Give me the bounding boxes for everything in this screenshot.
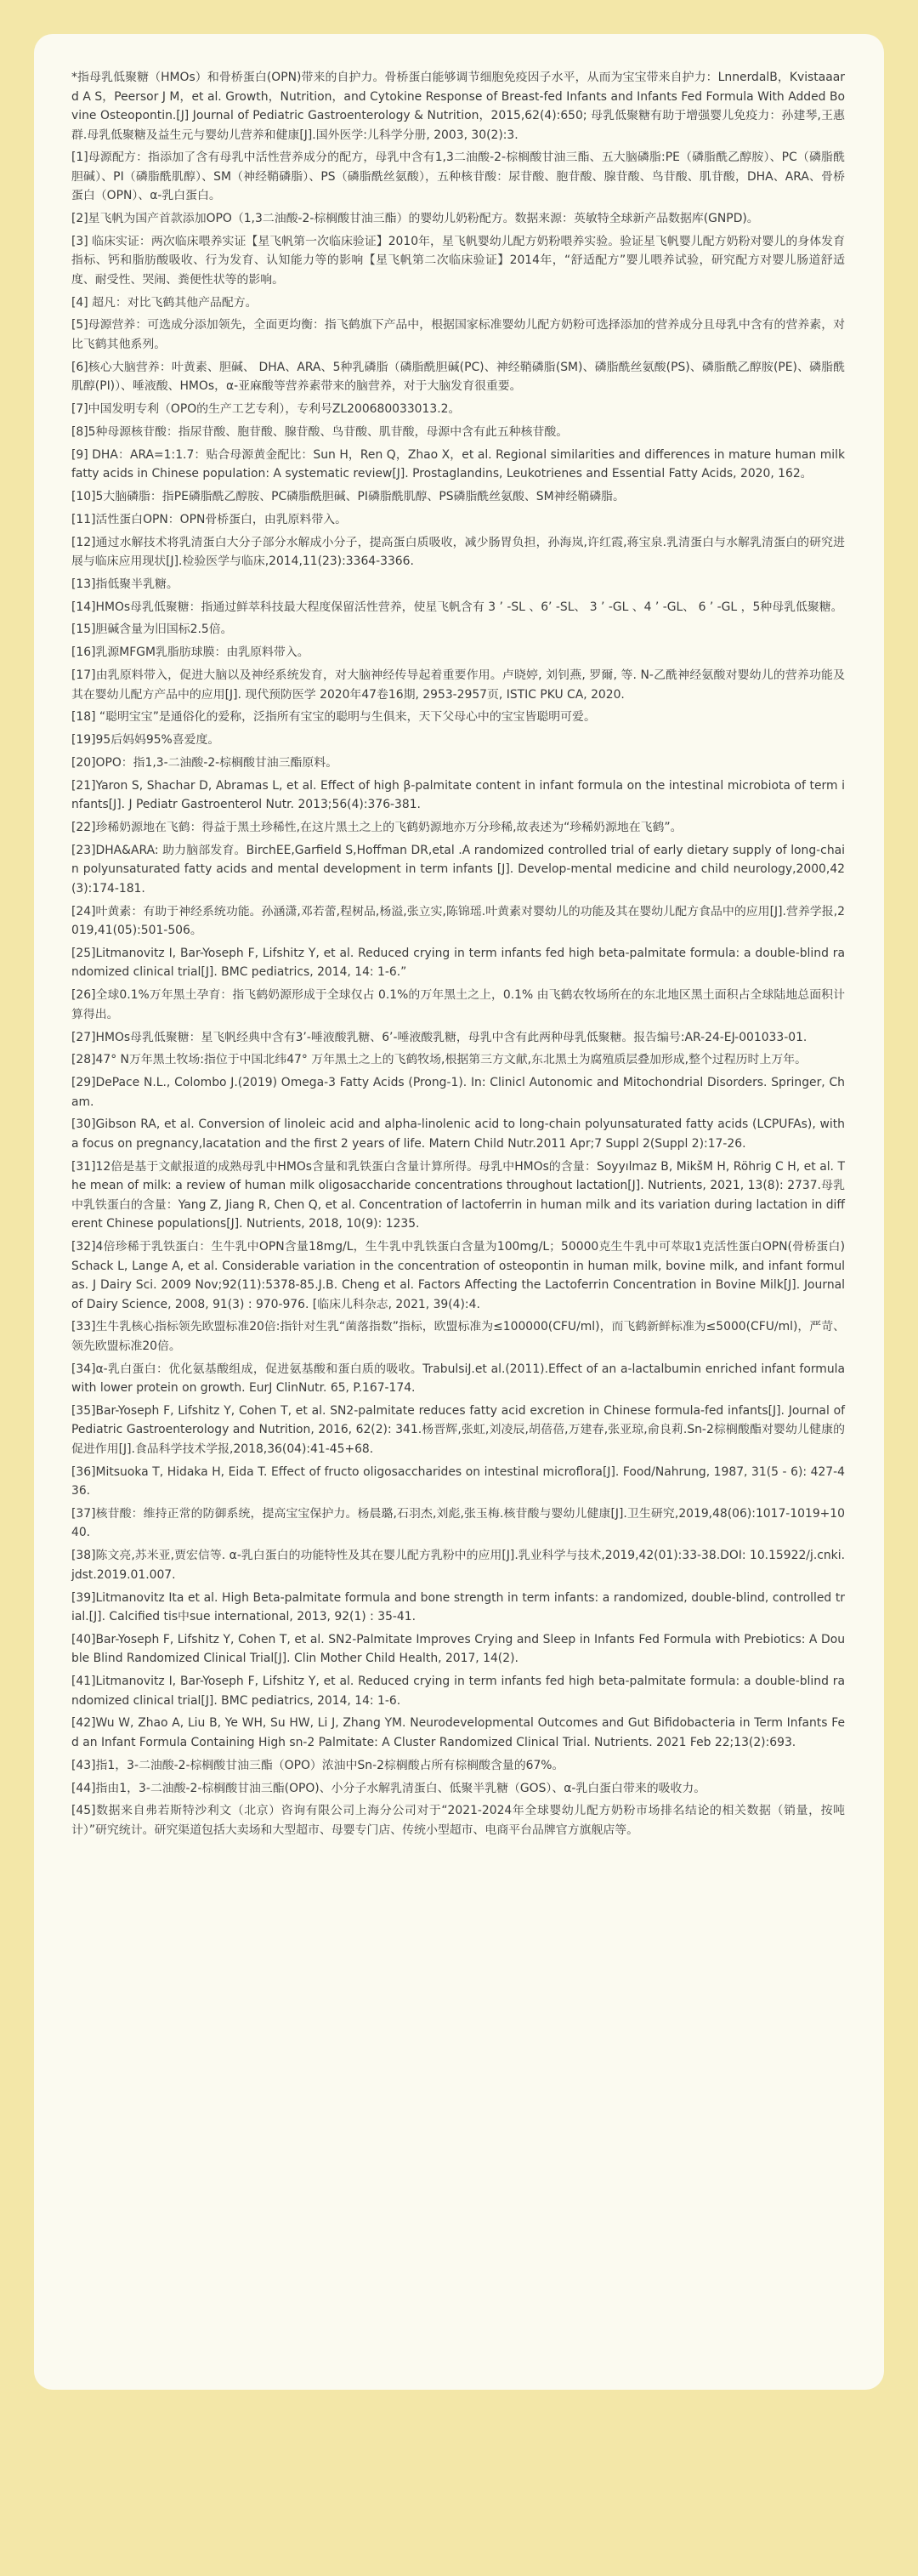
reference-item: [41]Litmanovitz I, Bar-Yoseph F, Lifshitz Y, et al. Reduced crying in term infants fed high beta-palmitate formula: a double-blind randomized clinical trial[J]. BMC pediatrics, 2014, 14: 1-6.: [71, 1675, 845, 1708]
reference-item: [8]5种母源核苷酸：指尿苷酸、胞苷酸、腺苷酸、鸟苷酸、肌苷酸，母源中含有此五种核苷酸。: [71, 424, 569, 439]
reference-item: [29]DePace N.L., Colombo J.(2019) Omega-3 Fatty Acids (Prong-1). In: Clinicl Autonomic and Mitochondrial Disorders. Springer, Cham.: [71, 1076, 845, 1109]
reference-item: [17]由乳原料带入，促进大脑以及神经系统发育，对大脑神经传导起着重要作用。卢晓婷, 刘钊燕, 罗爾, 等. N-乙酰神经氨酸对婴幼儿的营养功能及其在婴幼儿配方产品中的应用[J]. 现代预防医学 2020年47卷16期, 2953-2957页, ISTIC PKU CA, 2020.: [71, 668, 845, 702]
reference-item: [23]DHA&ARA: 助力脑部发育。BirchEE,Garfield S,Hoffman DR,etal .A randomized controlled trial of early dietary supply of long-chain polyunsaturated fatty acids and mental development in term infants [J]. Develop-mental medicine and child neurology,2000,42(3):174-181.: [71, 843, 845, 896]
reference-item: [9] DHA：ARA=1:1.7：贴合母源黄金配比：Sun H，Ren Q，Zhao X，et al. Regional similarities and differences in mature human milk fatty acids in Chinese population: A systematic review[J]. Prostaglandins, Leukotrienes and Essential Fatty Acids, 2020, 162。: [71, 447, 845, 481]
reference-item: [37]核苷酸：维持正常的防御系统，提高宝宝保护力。杨晨璐,石羽杰,刘彪,张玉梅.核苷酸与婴幼儿健康[J].卫生研究,2019,48(06):1017-1019+1040.: [71, 1506, 845, 1540]
reference-item: [30]Gibson RA, et al. Conversion of linoleic acid and alpha-linolenic acid to long-chain polyunsaturated fatty acids (LCPUFAs), with a focus on pregnancy,lacatation and the first 2 years of life. Matern Child Nutr.2011 Apr;7 Suppl 2(Suppl 2):17-26.: [71, 1117, 845, 1151]
reference-item: [36]Mitsuoka T, Hidaka H, Eida T. Effect of fructo oligosaccharides on intestinal microflora[J]. Food/Nahrung, 1987, 31(5 - 6): 427-436.: [71, 1464, 845, 1498]
reference-item: [15]胆碱含量为旧国标2.5倍。: [71, 623, 233, 637]
reference-item: [31]12倍是基于文献报道的成熟母乳中HMOs含量和乳铁蛋白含量计算所得。母乳中HMOs的含量：Soyyılmaz B, MikšM H, Röhrig C H, et al. The mean of milk: a review of human milk oligosaccharide concentrations throughout lactation[J]. Nutrients, 2021, 13(8): 2737.母乳中乳铁蛋白的含量：Yang Z, Jiang R, Chen Q, et al. Concentration of lactoferrin in human milk and its variation during lactation in different Chinese populations[J]. Nutrients, 2018, 10(9): 1235.: [71, 1159, 845, 1231]
reference-item: *指母乳低聚糖（HMOs）和骨桥蛋白(OPN)带来的自护力。骨桥蛋白能够调节细胞免疫因子水平，从而为宝宝带来自护力：LnnerdalB，Kvistaaard A S，Peersor J M，et al. Growth，Nutrition，and Cytokine Response of Breast-fed Infants and Infants Fed Formula With Added Bovine Osteopontin.[J] Journal of Pediatric Gastroenterology & Nutrition，2015,62(4):650; 母乳低聚糖有助于增强婴儿免疫力：孙建琴,王惠群.母乳低聚糖及益生元与婴幼儿营养和健康[J].国外医学:儿科学分册, 2003, 30(2):3.: [71, 71, 845, 142]
reference-item: [16]乳源MFGM乳脂肪球膜：由乳原料带入。: [71, 645, 309, 660]
reference-item: [24]叶黄素：有助于神经系统功能。孙涵潇,邓若蕾,程树品,杨溢,张立实,陈锦瑶.叶黄素对婴幼儿的功能及其在婴幼儿配方食品中的应用[J].营养学报,2019,41(05):501-506。: [71, 904, 845, 938]
reference-list: [71, 68, 845, 1840]
reference-item: [6]核心大脑营养：叶黄素、胆碱、 DHA、ARA、5种乳磷脂（磷脂酰胆碱(PC)、神经鞘磷脂(SM)、磷脂酰丝氨酸(PS)、磷脂酰乙醇胺(PE)、磷脂酰肌醇(PI)）、唾液酸、HMOs，α-亚麻酸等营养素带来的脑营养，对于大脑发育很重要。: [71, 360, 845, 394]
reference-item: [42]Wu W, Zhao A, Liu B, Ye WH, Su HW, Li J, Zhang YM. Neurodevelopmental Outcomes and Gut Bifidobacteria in Term Infants Fed an Infant Formula Containing High sn-2 Palmitate: A Cluster Randomized Clinical Trial. Nutrients. 2021 Feb 22;13(2):693.: [71, 1716, 845, 1749]
reference-item: [4] 超凡：对比飞鹤其他产品配方。: [71, 295, 258, 310]
reference-item: [34]α-乳白蛋白：优化氨基酸组成，促进氨基酸和蛋白质的吸收。TrabulsiJ.et al.(2011).Effect of an a-lactalbumin enriched infant formula with lower protein on growth. EurJ ClinNutr. 65, P.167-174.: [71, 1362, 845, 1396]
reference-item: [33]生牛乳核心指标领先欧盟标准20倍:指针对生乳“菌落指数”指标，欧盟标准为≤100000(CFU/ml)，而飞鹤新鲜标准为≤5000(CFU/ml)，严苛、领先欧盟标准20倍。: [71, 1320, 845, 1353]
reference-item: [35]Bar-Yoseph F, Lifshitz Y, Cohen T, et al. SN2-palmitate reduces fatty acid excretion in Chinese formula-fed infants[J]. Journal of Pediatric Gastroenterology and Nutrition, 2016, 62(2): 341.杨晋辉,张虹,刘凌辰,胡蓓蓓,万建春,张亚琼,俞良莉.Sn-2棕榈酸酯对婴幼儿健康的促进作用[J].食品科学技术学报,2018,36(04):41-45+68.: [71, 1403, 845, 1456]
reference-item: [38]陈文亮,苏米亚,贾宏信等. α-乳白蛋白的功能特性及其在婴儿配方乳粉中的应用[J].乳业科学与技术,2019,42(01):33-38.DOI: 10.15922/j.cnki.jdst.2019.01.007.: [71, 1549, 845, 1582]
reference-item: [21]Yaron S, Shachar D, Abramas L, et al. Effect of high β-palmitate content in infant formula on the intestinal microbiota of term infants[J]. J Pediatr Gastroenterol Nutr. 2013;56(4):376-381.: [71, 778, 845, 812]
reference-item: [40]Bar-Yoseph F, Lifshitz Y, Cohen T, et al. SN2-Palmitate Improves Crying and Sleep in Infants Fed Formula with Prebiotics: A Double Blind Randomized Clinical Trial[J]. Clin Mother Child Health, 2017, 14(2).: [71, 1632, 845, 1666]
references-card: [34, 34, 884, 2390]
reference-item: [19]95后妈妈95%喜爱度。: [71, 733, 220, 748]
reference-item: [27]HMOs母乳低聚糖：星飞帆经典中含有3’-唾液酸乳糖、6’-唾液酸乳糖，母乳中含有此两种母乳低聚糖。报告编号:AR-24-EJ-001033-01.: [71, 1030, 808, 1044]
reference-item: [1]母源配方：指添加了含有母乳中活性营养成分的配方，母乳中含有1,3二油酸-2-棕榈酸甘油三酯、五大脑磷脂:PE（磷脂酰乙醇胺）、PC（磷脂酰胆碱）、PI（磷脂酰肌醇）、SM（神经鞘磷脂）、PS（磷脂酰丝氨酸），五种核苷酸：尿苷酸、胞苷酸、腺苷酸、鸟苷酸、肌苷酸，DHA、ARA、骨桥蛋白（OPN）、α-乳白蛋白。: [71, 151, 845, 203]
reference-item: [32]4倍珍稀于乳铁蛋白：生牛乳中OPN含量18mg/L，生牛乳中乳铁蛋白含量为100mg/L；50000克生牛乳中可萃取1克活性蛋白OPN(骨桥蛋白) Schack L, Lange A, et al. Considerable variation in the concentration of osteopontin in human milk, bovine milk, and infant formulas. J Dairy Sci. 2009 Nov;92(11):5378-85.J.B. Cheng et al. Factors Affecting the Lactoferrin Concentration in Bovine Milk[J]. Journal of Dairy Science, 2008, 91(3) : 970-976. [临床儿科杂志, 2021, 39(4):4.: [71, 1240, 845, 1311]
reference-item: [3] 临床实证：两次临床喂养实证【星飞帆第一次临床验证】2010年，星飞帆婴幼儿配方奶粉喂养实验。验证星飞帆婴儿配方奶粉对婴儿的身体发育指标、钙和脂肪酸吸收、行为发育、认知能力等的影响【星飞帆第二次临床验证】2014年，“舒适配方”婴儿喂养试验，研究配方对婴儿肠道舒适度、耐受性、哭闹、粪便性状等的影响。: [71, 234, 845, 287]
reference-item: [44]指由1，3-二油酸-2-棕榈酸甘油三酯(OPO)、小分子水解乳清蛋白、低聚半乳糖（GOS）、α-乳白蛋白带来的吸收力。: [71, 1781, 706, 1795]
reference-item: [28]47° N万年黑土牧场:指位于中国北纬47° 万年黑土之上的飞鹤牧场,根据第三方文献,东北黑土为腐殖质层叠加形成,整个过程历时上万年。: [71, 1053, 808, 1067]
reference-item: [18] “聪明宝宝”是通俗化的爱称，泛指所有宝宝的聪明与生俱来，天下父母心中的宝宝皆聪明可爱。: [71, 710, 596, 725]
reference-item: [7]中国发明专利（OPO的生产工艺专利），专利号ZL200680033013.2。: [71, 402, 461, 417]
reference-item: [22]珍稀奶源地在飞鹤：得益于黑土珍稀性,在这片黑土之上的飞鹤奶源地亦万分珍稀,故表述为“珍稀奶源地在飞鹤”。: [71, 821, 683, 835]
reference-item: [14]HMOs母乳低聚糖：指通过鲜萃科技最大程度保留活性营养，使星飞帆含有 3 ’ -SL 、6’ -SL、 3 ’ -GL 、4 ’ -GL、 6 ’ -GL ，5种母乳低聚糖。: [71, 600, 843, 614]
reference-item: [10]5大脑磷脂：指PE磷脂酰乙醇胺、PC磷脂酰胆碱、PI磷脂酰肌醇、PS磷脂酰丝氨酸、SM神经鞘磷脂。: [71, 489, 625, 503]
reference-item: [12]通过水解技术将乳清蛋白大分子部分水解成小分子，提高蛋白质吸收，减少肠胃负担，孙海岚,许红霞,蒋宝泉.乳清蛋白与水解乳清蛋白的研究进展与临床应用现状[J].检验医学与临床,2014,11(23):3364-3366.: [71, 535, 845, 569]
reference-item: [2]星飞帆为国产首款添加OPO（1,3二油酸-2-棕榈酸甘油三酯）的婴幼儿奶粉配方。数据来源：英敏特全球新产品数据库(GNPD)。: [71, 212, 759, 226]
reference-item: [25]Litmanovitz I, Bar-Yoseph F, Lifshitz Y, et al. Reduced crying in term infants fed high beta-palmitate formula: a double-blind randomized clinical trial[J]. BMC pediatrics, 2014, 14: 1-6.”: [71, 946, 845, 980]
reference-item: [13]指低聚半乳糖。: [71, 577, 178, 591]
reference-item: [20]OPO：指1,3-二油酸-2-棕榈酸甘油三酯原料。: [71, 755, 338, 770]
reference-item: [39]Litmanovitz Ita et al. High Beta-palmitate formula and bone strength in term infants: a randomized, double-blind, controlled trial.[J]. Calcified tis中sue international, 2013, 92(1) : 35-41.: [71, 1590, 845, 1624]
reference-item: [5]母源营养：可选成分添加领先，全面更均衡：指飞鹤旗下产品中，根据国家标准婴幼儿配方奶粉可选择添加的营养成分且母乳中含有的营养素，对比飞鹤其他系列。: [71, 318, 845, 351]
reference-item: [43]指1，3-二油酸-2-棕榈酸甘油三酯（OPO）浓油中Sn-2棕榈酸占所有棕榈酸含量的67%。: [71, 1758, 564, 1772]
reference-item: [26]全球0.1%万年黑土孕育：指飞鹤奶源形成于全球仅占 0.1%的万年黑土之上，0.1% 由飞鹤农牧场所在的东北地区黑土面积占全球陆地总面积计算得出。: [71, 988, 845, 1021]
reference-item: [45]数据来自弗若斯特沙利文（北京）咨询有限公司上海分公司对于“2021-2024年全球婴幼儿配方奶粉市场排名结论的相关数据（销量，按吨计）”研究统计。研究渠道包括大卖场和大型超市、母婴专门店、传统小型超市、电商平台品牌官方旗舰店等。: [71, 1804, 845, 1837]
reference-item: [11]活性蛋白OPN：OPN骨桥蛋白，由乳原料带入。: [71, 512, 348, 526]
